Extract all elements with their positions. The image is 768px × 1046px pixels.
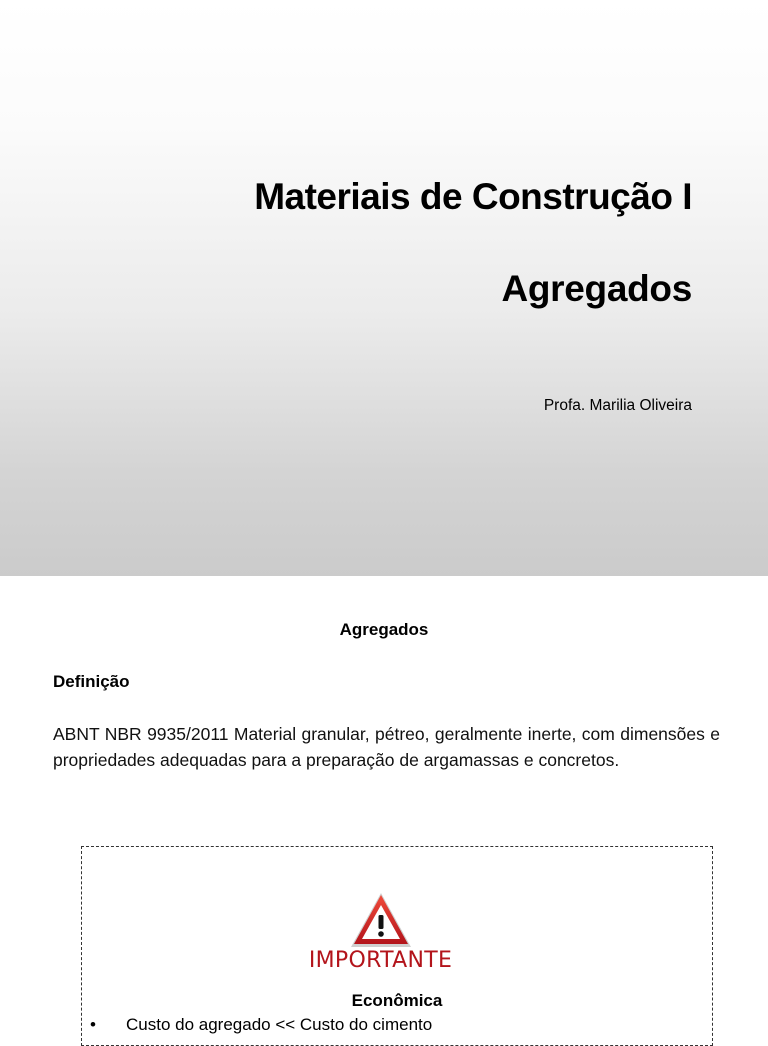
important-badge <box>306 881 455 981</box>
page-heading: Agregados <box>339 620 429 639</box>
callout-box <box>81 846 713 1046</box>
callout-heading: Econômica <box>351 991 443 1010</box>
definition-text: ABNT NBR 9935/2011 Material granular, pétreo, geralmente inerte, com dimensões e propriedades adequadas para a preparação de argamassas e concretos. <box>53 724 720 770</box>
slide-author: Profa. Marilia Oliveira <box>543 397 692 414</box>
content-page <box>0 576 768 1034</box>
slide-subtitle: Agregados <box>501 268 692 309</box>
slide-title: Materiais de Construção I <box>254 176 692 217</box>
bullet-marker: • <box>90 1015 96 1034</box>
bullet-text: Custo do agregado << Custo do cimento <box>126 1015 433 1034</box>
badge-label: IMPORTANTE <box>308 948 453 973</box>
warning-triangle-icon <box>306 881 455 951</box>
definition-label: Definição <box>53 672 130 691</box>
list-item <box>90 1015 432 1035</box>
